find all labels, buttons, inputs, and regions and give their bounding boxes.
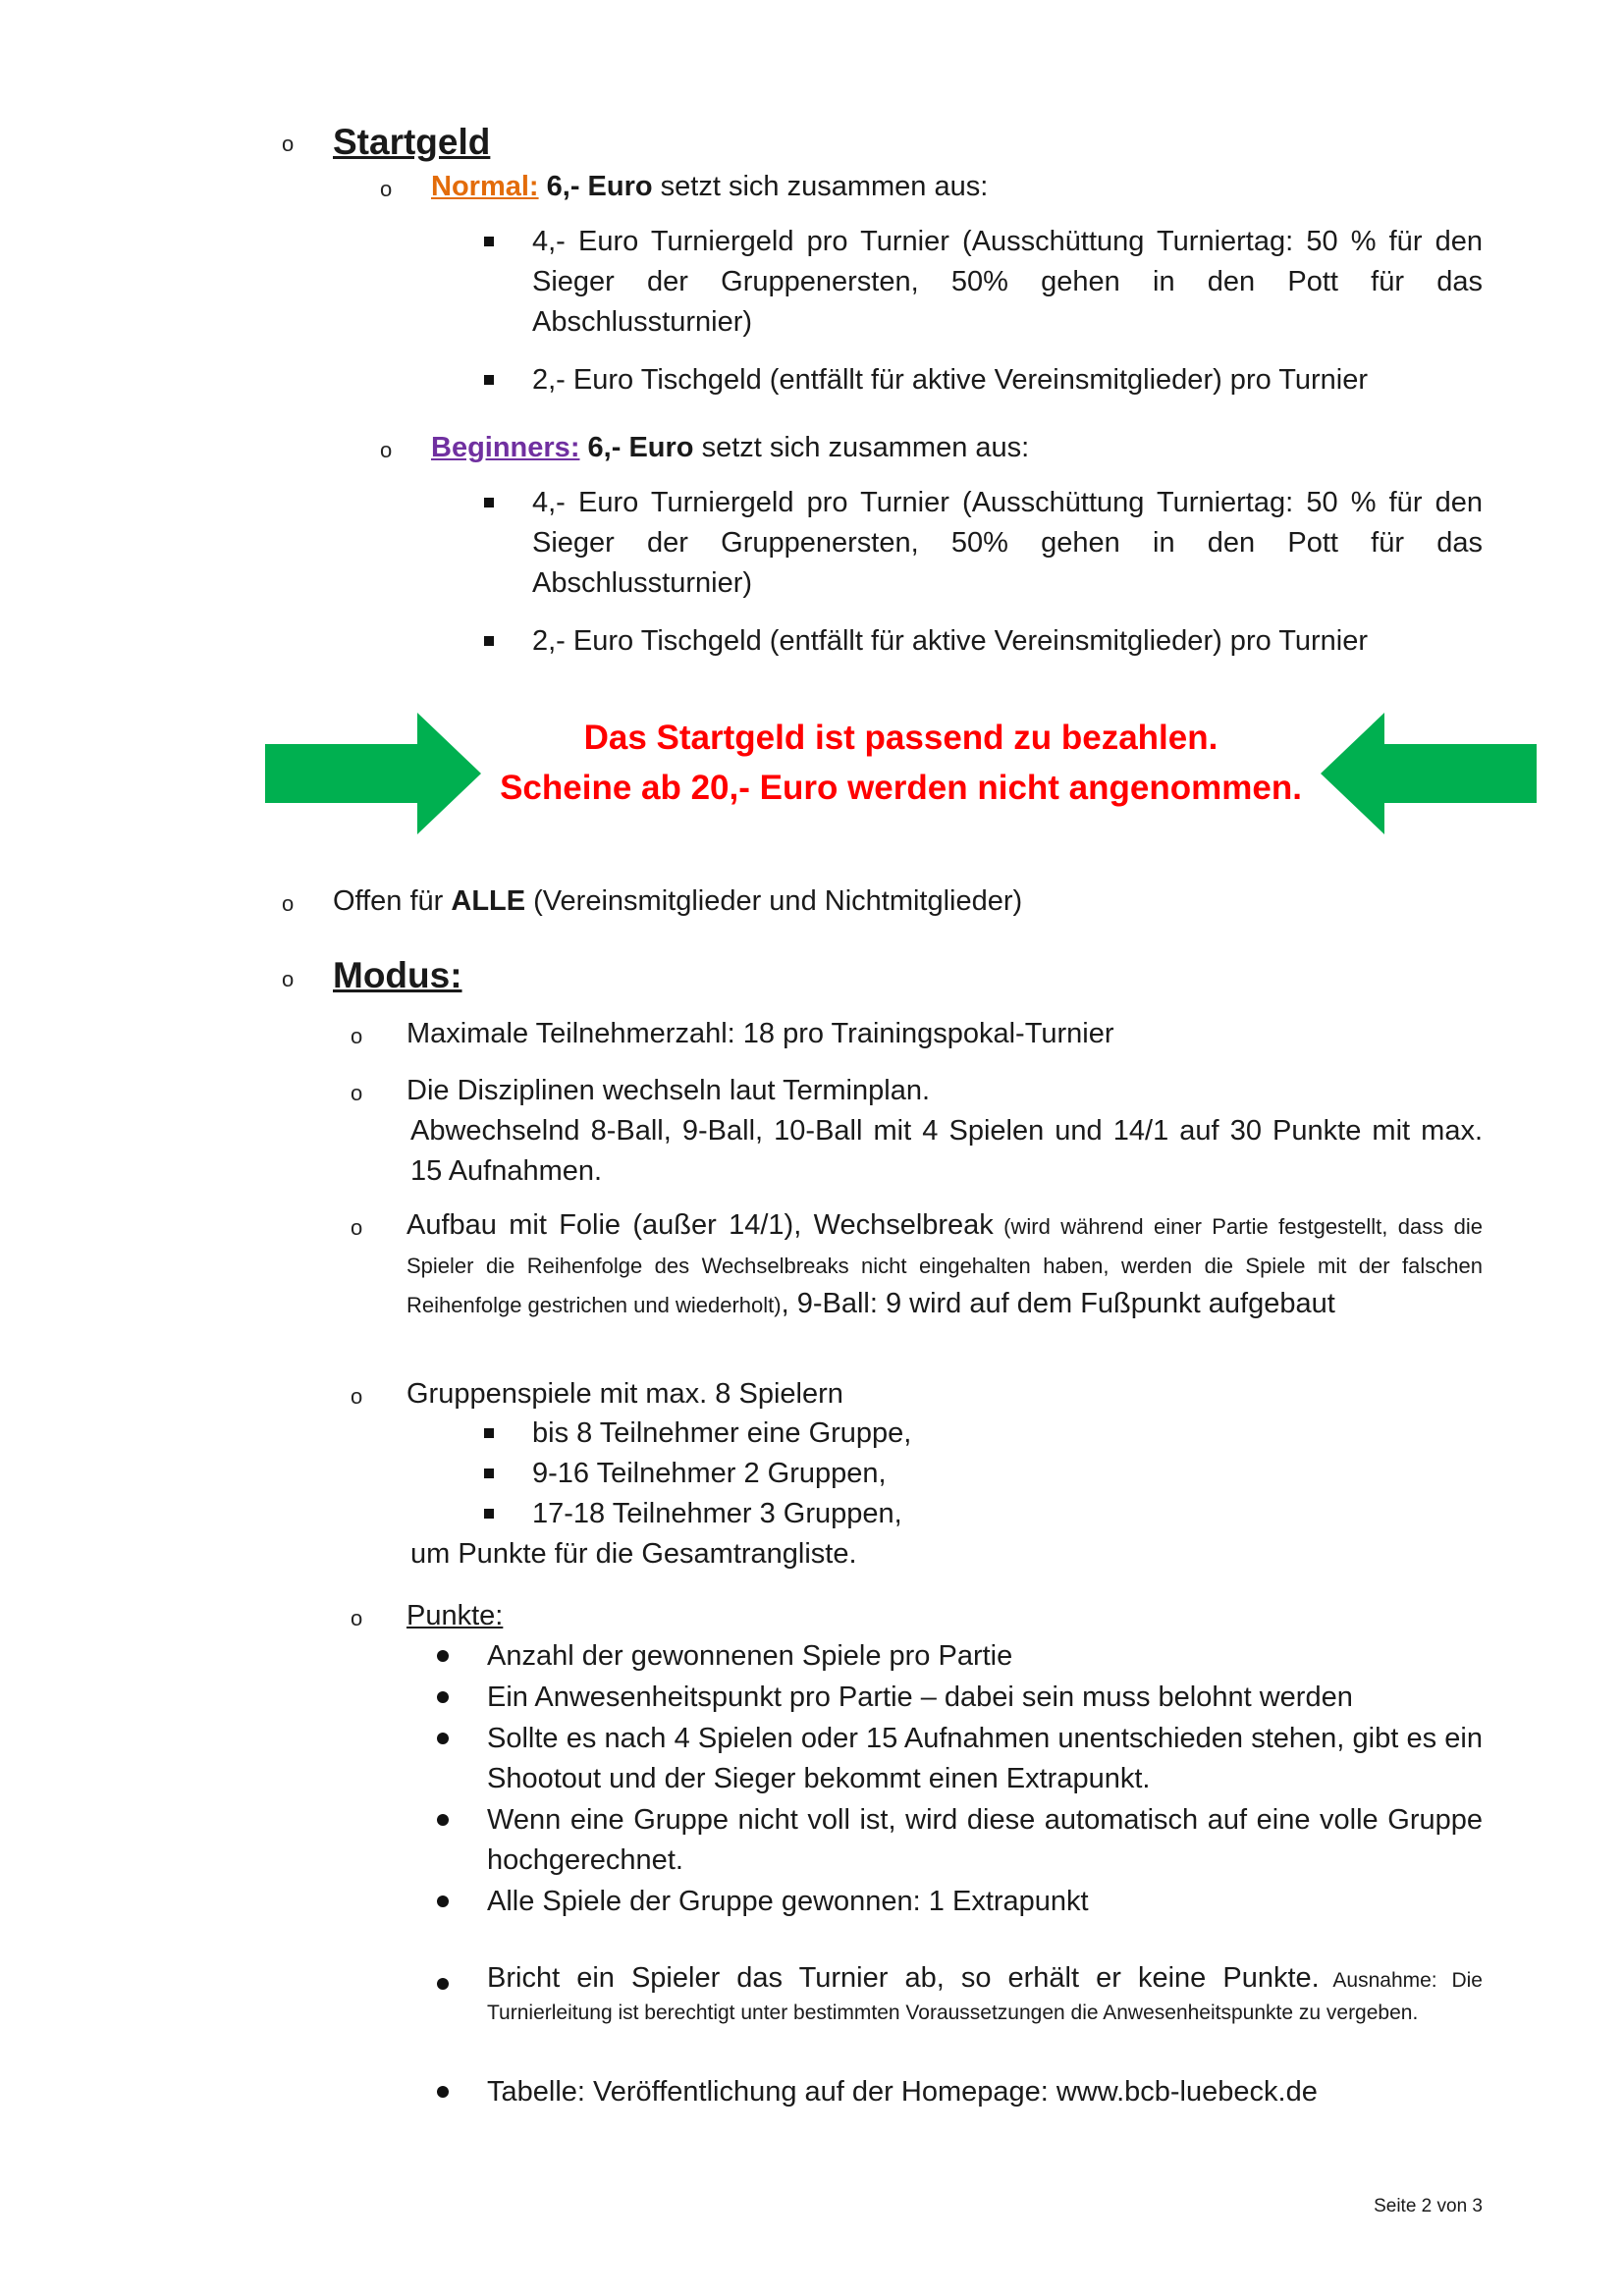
modus-aufbau-end: , 9-Ball: 9 wird auf dem Fußpunkt aufgebaut [781,1288,1335,1319]
list-marker-circle: o [282,891,295,916]
modus-aufbau [406,1205,1483,1323]
modus-disziplinen-line2: Abwechselnd 8-Ball, 9-Ball, 10-Ball mit 4 Spielen und 14/1 auf 30 Punkte mit max. 15 Aufnahmen. [410,1115,1483,1187]
modus-punkte-title: Punkte: [406,1600,504,1631]
bullet-square [484,237,494,246]
offen-line [333,881,1482,922]
bullet-dot [437,1733,449,1744]
beginners-amount: 6,- Euro [587,432,694,463]
bullet-square [484,1509,494,1519]
modus-aufbau-main: Aufbau mit Folie (außer 14/1), Wechselbreak [406,1209,994,1241]
list-marker-circle: o [351,1606,363,1630]
normal-item-turniergeld: 4,- Euro Turniergeld pro Turnier (Ausschüttung Turniertag: 50 % für den Sieger der Gruppenersten, 50% gehen in den Pott für das Abschlussturnier) [532,226,1483,338]
list-marker-circle: o [282,967,295,991]
bullet-square [484,1428,494,1438]
normal-label: Normal: [431,171,539,202]
list-marker-circle: o [351,1384,363,1409]
payment-notice [481,713,1321,813]
bullet-dot [437,1650,449,1662]
list-marker-circle: o [351,1081,363,1105]
offen-suffix: (Vereinsmitglieder und Nichtmitglieder) [525,885,1023,917]
bullet-square [484,375,494,385]
punkte-item: Sollte es nach 4 Spielen oder 15 Aufnahmen unentschieden stehen, gibt es ein Shootout und der Sieger bekommt einen Extrapunkt. [487,1723,1483,1794]
list-marker-circle: o [351,1024,363,1048]
punkte-item-abbruch [487,1963,1483,2028]
punkte-item: Anzahl der gewonnenen Spiele pro Partie [487,1640,1013,1672]
bullet-dot [437,1978,449,1990]
offen-prefix: Offen für [333,885,452,917]
abbruch-small: Ausnahme: Die Turnierleitung ist berechtigt unter bestimmten Voraussetzungen die Anwesenheitspunkte zu vergeben. [487,1969,1483,2024]
payment-notice-line2: Scheine ab 20,- Euro werden nicht angenommen. [500,769,1302,807]
modus-aufbau-small: (wird während einer Partie festgestellt, dass die Spieler die Reihenfolge des Wechselbreaks nicht eingehalten haben, werden die Spiele mit der falschen Reihenfolge gestrichen und wiederholt) [406,1214,1483,1317]
modus-gruppen-item: 17-18 Teilnehmer 3 Gruppen, [532,1498,902,1529]
bullet-dot [437,2086,449,2098]
bullet-square [484,498,494,507]
modus-gruppen-footer: um Punkte für die Gesamtrangliste. [410,1538,857,1570]
bullet-dot [437,1814,449,1826]
modus-max-teilnehmer: Maximale Teilnehmerzahl: 18 pro Trainingspokal-Turnier [406,1018,1114,1049]
modus-gruppen-item: bis 8 Teilnehmer eine Gruppe, [532,1417,912,1449]
section-heading-startgeld: Startgeld [333,122,491,162]
offen-bold: ALLE [451,885,526,917]
punkte-item: Wenn eine Gruppe nicht voll ist, wird diese automatisch auf eine volle Gruppe hochgerechnet. [487,1804,1483,1876]
beginners-item-turniergeld: 4,- Euro Turniergeld pro Turnier (Ausschüttung Turniertag: 50 % für den Sieger der Gruppenersten, 50% gehen in den Pott für das Abschlussturnier) [532,487,1483,599]
normal-amount: 6,- Euro [546,171,653,202]
punkte-item: Alle Spiele der Gruppe gewonnen: 1 Extrapunkt [487,1886,1089,1917]
bullet-dot [437,1691,449,1703]
abbruch-main: Bricht ein Spieler das Turnier ab, so erhält er keine Punkte. [487,1962,1320,1994]
punkte-item: Ein Anwesenheitspunkt pro Partie – dabei sein muss belohnt werden [487,1682,1353,1713]
normal-item-tischgeld: 2,- Euro Tischgeld (entfällt für aktive Vereinsmitglieder) pro Turnier [532,364,1369,396]
bullet-square [484,636,494,646]
normal-rest: setzt sich zusammen aus: [652,171,989,202]
modus-gruppen-title: Gruppenspiele mit max. 8 Spielern [406,1378,843,1410]
list-marker-circle: o [351,1215,363,1240]
list-marker-circle: o [282,132,295,156]
bullet-dot [437,1896,449,1907]
modus-gruppen-item: 9-16 Teilnehmer 2 Gruppen, [532,1458,887,1489]
beginners-rest: setzt sich zusammen aus: [693,432,1030,463]
beginners-fee-line [431,428,1482,468]
section-heading-modus: Modus: [333,955,462,995]
modus-disziplinen-line1: Die Disziplinen wechseln laut Terminplan. [406,1075,931,1106]
beginners-item-tischgeld: 2,- Euro Tischgeld (entfällt für aktive Vereinsmitglieder) pro Turnier [532,625,1369,657]
page-number: Seite 2 von 3 [1374,2196,1483,2216]
bullet-square [484,1468,494,1478]
arrow-left-icon [1321,713,1537,834]
normal-fee-line [431,167,1482,207]
beginners-label: Beginners: [431,432,580,463]
list-marker-circle: o [380,438,393,462]
payment-notice-line1: Das Startgeld ist passend zu bezahlen. [583,719,1218,757]
arrow-right-icon [265,713,481,834]
list-marker-circle: o [380,177,393,201]
punkte-item-tabelle: Tabelle: Veröffentlichung auf der Homepage: www.bcb-luebeck.de [487,2076,1318,2108]
